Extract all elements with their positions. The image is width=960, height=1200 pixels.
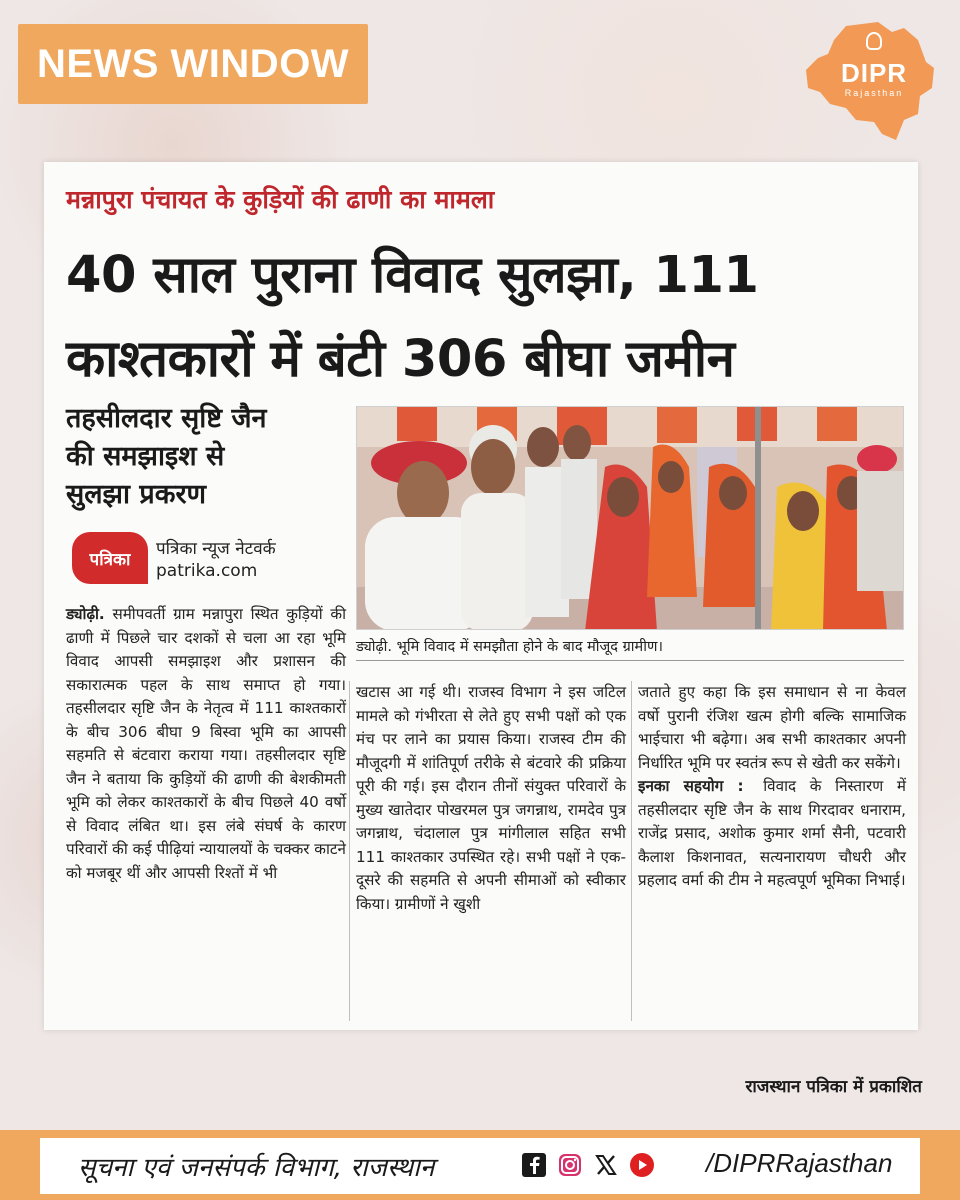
column-3-text-2: विवाद के निस्तारण में तहसीलदार सृष्टि जैन के साथ गिरदावर धनाराम, राजेंद्र प्रसाद, अशोक कुमार शर्मा सैनी, पटवारी कैलाश किशनावत, सत्यनारायण चौधरी और प्रहलाद वर्मा की टीम ने महत्वपूर्ण भूमिका निभाई। [638, 777, 907, 889]
instagram-icon[interactable] [556, 1151, 584, 1179]
logo-title: DIPR [840, 58, 908, 88]
state-emblem-icon [866, 32, 882, 50]
youtube-icon[interactable] [628, 1151, 656, 1179]
source-site: patrika.com [156, 561, 258, 581]
subhead-line-2: की समझाइश से [66, 441, 225, 472]
subhead-line-1: तहसीलदार सृष्टि जैन [66, 403, 267, 434]
villagers-photo-illustration [357, 407, 904, 630]
dateline: ड्योढ़ी. [66, 605, 105, 623]
dipr-logo [800, 18, 940, 148]
source-network: पत्रिका न्यूज नेटवर्क [156, 539, 276, 559]
contribution-heading: इनका सहयोग : [638, 777, 744, 795]
social-handle[interactable]: /DIPRRajasthan [706, 1148, 893, 1178]
news-window-badge: NEWS WINDOW [18, 24, 368, 104]
facebook-icon[interactable] [520, 1151, 548, 1179]
newspaper-clipping [44, 162, 918, 1030]
social-icons [520, 1148, 656, 1182]
column-1-text: समीपवर्ती ग्राम मन्नापुरा स्थित कुड़ियों की ढाणी में पिछले चार दशकों से चला आ रहा भूमि विवाद आपसी समझाइश और प्रशासन की सकारात्मक पहल के साथ समाप्त हो गया। तहसीलदार सृष्टि जैन के नेतृत्व में 111 काश्तकारों के बीच 306 बीघा 9 बिस्वा भूमि का आपसी सहमति से बंटवारा कराया गया। तहसीलदार सृष्टि जैन ने बताया कि कुड़ियों की ढाणी की बेशकीमती भूमि को लेकर काश्तकारों के बीच पिछले 40 वर्षो से विवाद लंबित था। इस लंबे संघर्ष के कारण परिवारों की कई पीढ़ियां न्यायालयों के चक्कर काटने को मजबूर थीं और आपसी रिश्तों में भी [66, 605, 346, 882]
article-headline [66, 234, 906, 402]
article-photo [356, 406, 904, 630]
article-column-1 [66, 603, 346, 885]
column-divider [349, 681, 350, 1021]
logo-subtitle: Rajasthan [844, 88, 904, 98]
column-divider [631, 681, 632, 1021]
column-2-text: खटास आ गई थी। राजस्व विभाग ने इस जटिल मामले को गंभीरता से लेते हुए सभी पक्षों को एक मंच पर लाने का प्रयास किया। राजस्व टीम की मौजूदगी में शांतिपूर्ण तरीके से बंटवारे की प्रक्रिया पूरी की गई। इस दौरान तीनों संयुक्त परिवारों के मुख्य खातेदार पोखरमल पुत्र जगन्नाथ, रामदेव पुत्र जगन्नाथ, चंदालाल पुत्र मांगीलाल सहित सभी 111 काश्तकार उपस्थित रहे। सभी पक्षों ने एक-दूसरे की सहमति से अपनी सीमाओं को स्वीकार किया। ग्रामीणों ने खुशी [356, 683, 626, 913]
department-name: सूचना एवं जनसंपर्क विभाग, राजस्थान [78, 1153, 435, 1183]
article-column-3 [638, 681, 906, 893]
patrika-logo: पत्रिका [72, 532, 148, 584]
headline-line-1: 40 साल पुराना विवाद सुलझा, 111 [66, 246, 759, 305]
column-3-text: जताते हुए कहा कि इस समाधान से ना केवल वर्षो पुरानी रंजिश खत्म होगी बल्कि सामाजिक भाईचारा भी बढ़ेगा। अब सभी काश्तकार अपनी निर्धारित भूमि पर स्वतंत्र रूप से खेती कर सकेंगे। [638, 683, 906, 772]
article-subhead [66, 400, 356, 514]
article-column-2 [356, 681, 626, 916]
article-kicker: मन्नापुरा पंचायत के कुड़ियों की ढाणी का मामला [66, 185, 495, 214]
headline-line-2: काश्तकारों में बंटी 306 बीघा जमीन [66, 330, 735, 389]
photo-caption: ड्योढ़ी. भूमि विवाद में समझौता होने के बाद मौजूद ग्रामीण। [356, 636, 904, 661]
subhead-line-3: सुलझा प्रकरण [66, 479, 207, 510]
x-icon[interactable] [592, 1151, 620, 1179]
publication-credit: राजस्थान पत्रिका में प्रकाशित [745, 1077, 922, 1097]
